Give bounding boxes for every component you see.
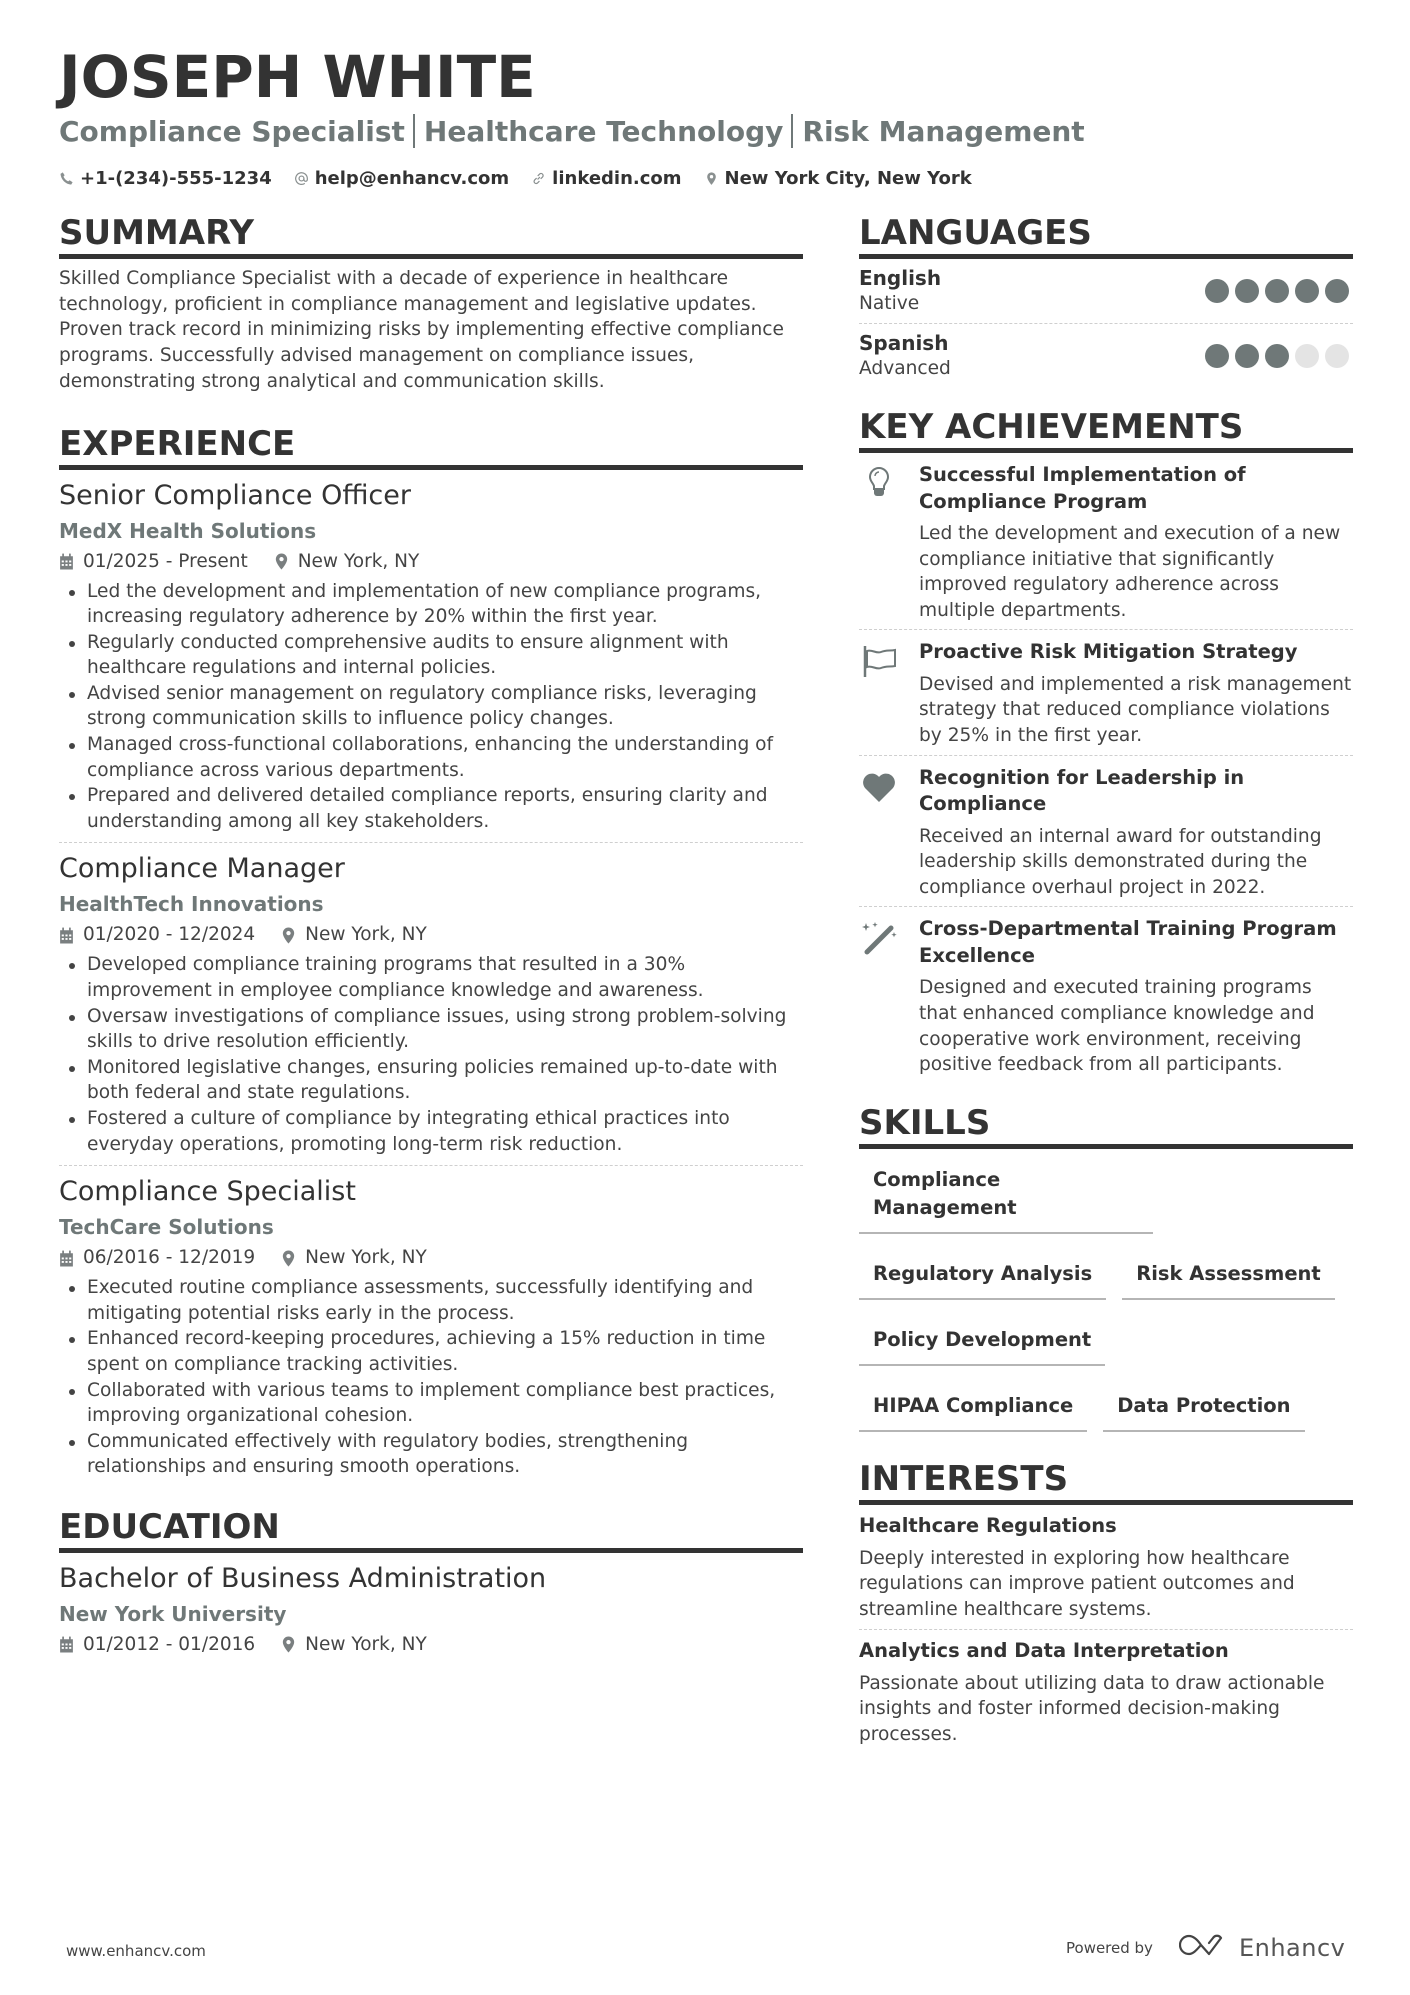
headline-part: Risk Management xyxy=(802,115,1085,148)
contact-email[interactable] xyxy=(294,168,509,189)
interest-title: Healthcare Regulations xyxy=(859,1513,1117,1537)
achievement-title: Cross-Departmental Training Program Excellence xyxy=(919,917,1337,967)
proficiency-dot-filled xyxy=(1235,279,1259,303)
location-pin-icon xyxy=(704,171,719,186)
achievement-desc: Led the development and execution of a new compliance initiative that significantly improved regulatory adherence across multiple departments. xyxy=(919,523,1341,621)
job-location xyxy=(281,1243,427,1273)
proficiency-dot-filled xyxy=(1205,279,1229,303)
location-pin-icon xyxy=(281,927,296,944)
headline-part: Compliance Specialist xyxy=(59,115,405,148)
left-column xyxy=(59,212,803,1668)
heart-icon xyxy=(859,767,899,807)
headline-part: Healthcare Technology xyxy=(423,115,784,148)
powered-by-label: Powered by xyxy=(1066,1938,1153,1957)
language-name: English xyxy=(859,266,942,290)
summary-text: Skilled Compliance Specialist with a decade of experience in healthcare technology, proficient in compliance management and legislative updates. Proven track record in minimizing risks by implementing effective compliance programs. Successfully advised management on compliance issues, demonstrating strong analytical and communication skills. xyxy=(59,268,784,392)
interests-section xyxy=(859,1458,1353,1754)
job-location xyxy=(281,920,427,950)
language-level: Advanced xyxy=(859,358,951,379)
job-bullets xyxy=(59,1275,803,1480)
contact-location-text: New York City, New York xyxy=(724,167,972,189)
section-title-achievements: KEY ACHIEVEMENTS xyxy=(859,406,1353,453)
proficiency-dot-empty xyxy=(1295,344,1319,368)
proficiency-dot-filled xyxy=(1235,344,1259,368)
language-item xyxy=(859,259,1353,324)
contact-phone[interactable] xyxy=(59,168,272,189)
language-item xyxy=(859,324,1353,388)
job-meta xyxy=(59,920,803,950)
headline xyxy=(59,112,1353,152)
job-title: Compliance Manager xyxy=(59,853,345,885)
flag-icon xyxy=(859,641,899,681)
job-dates xyxy=(59,547,248,577)
school: New York University xyxy=(59,1601,287,1626)
contact-linkedin-text: linkedin.com xyxy=(552,167,682,189)
proficiency-dots xyxy=(1205,279,1349,303)
resume-header xyxy=(59,40,1353,191)
job-entry xyxy=(59,476,803,844)
section-title-languages: LANGUAGES xyxy=(859,212,1353,259)
job-meta xyxy=(59,547,803,577)
job-bullet: Enhanced record-keeping procedures, achieving a 15% reduction in time spent on compliance tracking activities. xyxy=(59,1326,803,1377)
job-location-text: New York, NY xyxy=(305,1247,427,1269)
location-pin-icon xyxy=(281,1636,296,1653)
footer-branding[interactable] xyxy=(1066,1932,1345,1963)
phone-icon xyxy=(59,171,74,186)
achievement-icon-slot xyxy=(859,639,919,748)
section-title-skills: SKILLS xyxy=(859,1102,1353,1149)
achievement-title: Proactive Risk Mitigation Strategy xyxy=(919,640,1298,664)
achievement-icon-slot xyxy=(859,462,919,623)
achievement-desc: Designed and executed training programs that enhanced compliance knowledge and cooperative work environment, receiving positive feedback from all participants. xyxy=(919,977,1315,1076)
job-dates-text: 01/2020 - 12/2024 xyxy=(83,924,256,946)
section-title-education: EDUCATION xyxy=(59,1506,803,1553)
achievement-desc: Received an internal award for outstanding leadership skills demonstrated during the compliance overhaul project in 2022. xyxy=(919,825,1322,898)
contact-bar xyxy=(59,165,1353,191)
calendar-icon xyxy=(59,927,74,944)
achievement-item xyxy=(859,756,1353,908)
contact-location xyxy=(704,168,972,189)
skill-tag: Regulatory Analysis xyxy=(859,1252,1106,1300)
achievement-item xyxy=(859,907,1353,1083)
education-entry xyxy=(59,1559,803,1668)
enhancv-logo-icon xyxy=(1179,1932,1227,1958)
enhancv-logo xyxy=(1179,1932,1227,1963)
contact-email-text: help@enhancv.com xyxy=(314,167,510,189)
job-company: HealthTech Innovations xyxy=(59,892,324,917)
job-meta xyxy=(59,1243,803,1273)
job-dates-text: 01/2025 - Present xyxy=(83,550,248,572)
job-bullet: Developed compliance training programs that resulted in a 30% improvement in employee compliance knowledge and awareness. xyxy=(59,952,803,1003)
proficiency-dot-filled xyxy=(1325,279,1349,303)
interest-desc: Deeply interested in exploring how healthcare regulations can improve patient outcomes and streamline healthcare systems. xyxy=(859,1547,1295,1620)
headline-separator xyxy=(791,114,793,148)
proficiency-dot-empty xyxy=(1325,344,1349,368)
achievement-item xyxy=(859,453,1353,630)
headline-separator xyxy=(413,114,415,148)
proficiency-dot-filled xyxy=(1265,344,1289,368)
job-bullet: Fostered a culture of compliance by integrating ethical practices into everyday operations, promoting long-term risk reduction. xyxy=(59,1106,803,1157)
calendar-icon xyxy=(59,1250,74,1267)
section-title-experience: EXPERIENCE xyxy=(59,423,803,470)
degree: Bachelor of Business Administration xyxy=(59,1562,547,1594)
achievement-title: Recognition for Leadership in Compliance xyxy=(919,765,1245,816)
job-location-text: New York, NY xyxy=(305,924,427,946)
education-location xyxy=(281,1630,427,1660)
job-bullet: Monitored legislative changes, ensuring policies remained up-to-date with both federal and state regulations. xyxy=(59,1055,803,1106)
skill-tag: Risk Assessment xyxy=(1122,1252,1335,1300)
section-title-interests: INTERESTS xyxy=(859,1458,1353,1505)
achievement-icon-slot xyxy=(859,916,919,1077)
resume-page xyxy=(59,40,1353,1745)
achievement-item xyxy=(859,630,1353,755)
job-bullet: Communicated effectively with regulatory bodies, strengthening relationships and ensuring smooth operations. xyxy=(59,1429,803,1480)
interest-desc: Passionate about utilizing data to draw actionable insights and foster informed decision-making processes. xyxy=(859,1672,1325,1745)
right-column xyxy=(859,212,1353,1753)
job-dates xyxy=(59,920,255,950)
job-dates-text: 06/2016 - 12/2019 xyxy=(83,1247,256,1269)
proficiency-dot-filled xyxy=(1295,279,1319,303)
magic-wand-icon xyxy=(859,918,899,958)
interest-item xyxy=(859,1630,1353,1754)
contact-phone-text: +1-(234)-555-1234 xyxy=(80,167,272,189)
at-icon xyxy=(294,171,309,186)
location-pin-icon xyxy=(281,1250,296,1267)
interest-title: Analytics and Data Interpretation xyxy=(859,1638,1229,1662)
job-company: TechCare Solutions xyxy=(59,1215,274,1240)
skills-section xyxy=(859,1102,1353,1450)
skills-list xyxy=(859,1158,1353,1450)
job-bullet: Led the development and implementation of new compliance programs, increasing regulatory adherence by 20% within the first year. xyxy=(59,579,803,630)
contact-linkedin[interactable] xyxy=(531,168,681,189)
job-company: MedX Health Solutions xyxy=(59,518,317,543)
job-bullet: Regularly conducted comprehensive audits to ensure alignment with healthcare regulations and internal policies. xyxy=(59,630,803,681)
achievement-icon-slot xyxy=(859,765,919,901)
skill-tag: Policy Development xyxy=(859,1318,1105,1366)
job-title: Compliance Specialist xyxy=(59,1176,356,1208)
lightbulb-icon xyxy=(859,464,899,504)
education-meta xyxy=(59,1630,803,1660)
footer-website-link[interactable]: www.enhancv.com xyxy=(66,1942,206,1960)
candidate-name: JOSEPH WHITE xyxy=(59,43,536,111)
language-level: Native xyxy=(859,293,920,314)
job-bullet: Collaborated with various teams to implement compliance best practices, improving organizational cohesion. xyxy=(59,1378,803,1429)
education-section xyxy=(59,1506,803,1668)
location-pin-icon xyxy=(274,553,289,570)
education-location-text: New York, NY xyxy=(305,1633,427,1655)
achievements-section xyxy=(859,406,1353,1084)
skill-tag: HIPAA Compliance xyxy=(859,1384,1087,1432)
proficiency-dot-filled xyxy=(1205,344,1229,368)
job-bullet: Oversaw investigations of compliance issues, using strong problem-solving skills to drive resolution efficiently. xyxy=(59,1004,803,1055)
job-bullets xyxy=(59,952,803,1157)
job-bullet: Advised senior management on regulatory compliance risks, leveraging strong communication skills to influence policy changes. xyxy=(59,681,803,732)
achievement-title: Successful Implementation of Compliance Program xyxy=(919,463,1246,513)
enhancv-brand-name: Enhancv xyxy=(1238,1933,1346,1962)
language-name: Spanish xyxy=(859,331,949,355)
job-location xyxy=(274,547,420,577)
education-dates-text: 01/2012 - 01/2016 xyxy=(83,1633,256,1655)
job-bullet: Managed cross-functional collaborations, enhancing the understanding of compliance across various departments. xyxy=(59,732,803,783)
calendar-icon xyxy=(59,1636,74,1653)
skill-tag: Compliance Management xyxy=(859,1158,1153,1234)
summary-section xyxy=(59,212,803,395)
job-title: Senior Compliance Officer xyxy=(59,479,411,511)
proficiency-dot-filled xyxy=(1265,279,1289,303)
section-title-summary: SUMMARY xyxy=(59,212,803,259)
experience-section xyxy=(59,423,803,1488)
link-icon xyxy=(531,171,546,186)
skill-tag: Data Protection xyxy=(1103,1384,1304,1432)
proficiency-dots xyxy=(1205,344,1349,368)
achievement-desc: Devised and implemented a risk management strategy that reduced compliance violations by 25% in the first year. xyxy=(919,673,1352,747)
job-bullet: Executed routine compliance assessments, successfully identifying and mitigating potential risks early in the process. xyxy=(59,1275,803,1326)
calendar-icon xyxy=(59,553,74,570)
job-dates xyxy=(59,1243,255,1273)
job-bullet: Prepared and delivered detailed compliance reports, ensuring clarity and understanding among all key stakeholders. xyxy=(59,783,803,834)
job-entry xyxy=(59,1172,803,1488)
job-bullets xyxy=(59,579,803,835)
job-location-text: New York, NY xyxy=(297,550,420,572)
job-entry xyxy=(59,849,803,1166)
interest-item xyxy=(859,1505,1353,1630)
education-dates xyxy=(59,1630,255,1660)
languages-section xyxy=(859,212,1353,388)
